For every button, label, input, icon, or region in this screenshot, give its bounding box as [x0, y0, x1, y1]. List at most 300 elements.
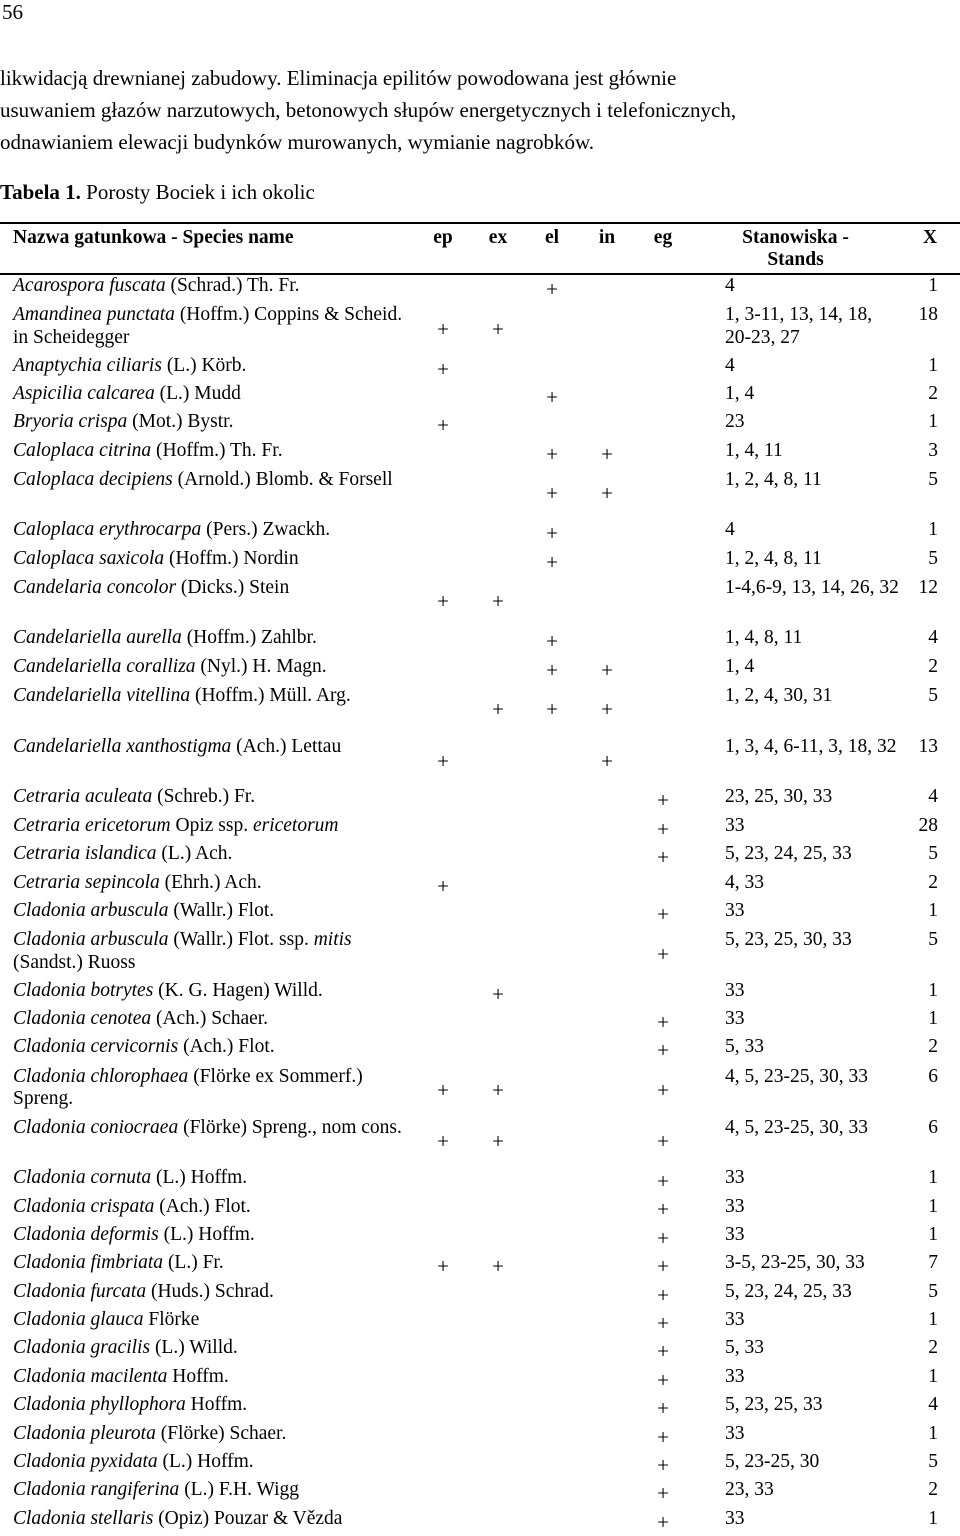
species-name-cell: [0, 1451, 415, 1479]
species-author: (L.) Fr.: [163, 1252, 224, 1274]
mark-ep: [415, 1036, 471, 1064]
species-epithet: Candelariella xanthostigma: [13, 736, 232, 758]
mark-in: [579, 1224, 635, 1252]
header-stands-line2: Stands: [767, 249, 824, 270]
species-subtaxon: mitis: [313, 929, 352, 951]
mark-el: [525, 1479, 579, 1507]
species-author: (L.) Ach.: [156, 843, 233, 865]
stands-cell: 5, 33: [725, 1337, 764, 1359]
mark-in: [579, 576, 635, 627]
intro-paragraph: [0, 62, 960, 158]
count-cell: 12: [918, 577, 938, 599]
mark-ep: [415, 1196, 471, 1224]
mark-el: [525, 980, 579, 1008]
count-cell: 2: [928, 871, 938, 893]
stands-cell: 1, 2, 4, 8, 11: [725, 547, 822, 569]
mark-eg: +: [657, 1078, 669, 1103]
intro-line: odnawianiem elewacji budynków murowanych, wymianie nagrobków.: [0, 130, 595, 154]
table-row: [0, 1036, 960, 1064]
table-row: [0, 1508, 960, 1536]
species-name-cell: [0, 1423, 415, 1451]
mark-ep: +: [437, 356, 449, 381]
species-name-cell: [0, 440, 415, 468]
species-author: (Dicks.) Stein: [176, 577, 290, 599]
mark-ex: [471, 1479, 525, 1507]
mark-ex: +: [492, 1254, 504, 1279]
mark-el: [525, 576, 579, 627]
species-name-cell: [0, 928, 415, 979]
species-name-cell: [0, 1224, 415, 1252]
mark-el: [525, 900, 579, 928]
mark-eg: [635, 576, 691, 627]
mark-ep: [415, 815, 471, 843]
stands-cell: 5, 33: [725, 1036, 764, 1058]
count-cell: 1: [928, 1223, 938, 1245]
table-row: [0, 1252, 960, 1280]
table-row: [0, 1224, 960, 1252]
stands-cell: 33: [725, 814, 745, 836]
count-cell: 4: [928, 627, 938, 649]
species-author: (Mot.) Bystr.: [127, 411, 234, 433]
species-name-cell: [0, 355, 415, 383]
table-row: [0, 1423, 960, 1451]
species-name-cell: [0, 1366, 415, 1394]
table-row: [0, 303, 960, 354]
table-row: [0, 872, 960, 900]
header-eg: eg: [635, 223, 691, 274]
mark-eg: [635, 355, 691, 383]
mark-ep: [415, 786, 471, 814]
stands-cell: 1, 3-11, 13, 14, 18, 20-23, 27: [725, 304, 873, 348]
count-cell: 1: [928, 1422, 938, 1444]
mark-ep: +: [437, 1078, 449, 1103]
species-author: (Ach.) Flot.: [154, 1195, 251, 1217]
mark-eg: [635, 440, 691, 468]
mark-eg: [635, 735, 691, 786]
species-author: (Ach.) Flot.: [178, 1036, 275, 1058]
mark-in: [579, 1366, 635, 1394]
table-row: [0, 1167, 960, 1195]
mark-in: [579, 980, 635, 1008]
species-epithet: Aspicilia calcarea: [13, 382, 155, 404]
mark-el: +: [546, 521, 558, 546]
count-cell: 3: [928, 439, 938, 461]
mark-ex: [471, 1394, 525, 1422]
header-ex: ex: [471, 223, 525, 274]
table-row: [0, 548, 960, 576]
mark-ep: +: [437, 1254, 449, 1279]
mark-ex: [471, 656, 525, 684]
mark-ex: [471, 440, 525, 468]
stands-cell: 1, 4: [725, 382, 755, 404]
stands-cell: 33: [725, 979, 745, 1001]
mark-ep: [415, 1366, 471, 1394]
mark-eg: +: [657, 1481, 669, 1506]
mark-el: [525, 355, 579, 383]
count-cell: 5: [928, 547, 938, 569]
species-name-cell: [0, 548, 415, 576]
mark-ep: [415, 440, 471, 468]
table-row: [0, 1451, 960, 1479]
mark-eg: +: [657, 1129, 669, 1154]
species-epithet: Cladonia botrytes: [13, 979, 154, 1001]
species-epithet: Caloplaca decipiens: [13, 469, 173, 491]
mark-ex: [471, 843, 525, 871]
stands-cell: 33: [725, 1223, 745, 1245]
mark-el: +: [546, 697, 558, 722]
mark-ex: [471, 786, 525, 814]
mark-ex: [471, 383, 525, 411]
table-body: [0, 274, 960, 1536]
table-row: [0, 656, 960, 684]
mark-el: [525, 928, 579, 979]
count-cell: 1: [928, 1309, 938, 1331]
count-cell: 4: [928, 786, 938, 808]
mark-in: [579, 1394, 635, 1422]
species-author: (Ach.) Schaer.: [151, 1007, 269, 1029]
mark-ep: [415, 383, 471, 411]
table-row: [0, 383, 960, 411]
species-author: (K. G. Hagen) Willd.: [153, 979, 323, 1001]
species-name-cell: [0, 303, 415, 354]
table-row: [0, 1008, 960, 1036]
table-row: [0, 1337, 960, 1365]
count-cell: 2: [928, 1479, 938, 1501]
table-caption: [0, 178, 315, 206]
mark-ex: [471, 1309, 525, 1337]
species-author: (Schrad.) Th. Fr.: [165, 275, 300, 296]
species-name-cell: [0, 627, 415, 655]
mark-in: [579, 1479, 635, 1507]
mark-ex: [471, 468, 525, 519]
mark-eg: +: [657, 816, 669, 841]
mark-el: [525, 815, 579, 843]
table-row: [0, 1366, 960, 1394]
stands-cell: 23, 25, 30, 33: [725, 786, 833, 808]
mark-ep: [415, 548, 471, 576]
table-row: [0, 786, 960, 814]
species-name-cell: [0, 1116, 415, 1167]
mark-ep: [415, 980, 471, 1008]
stands-cell: 33: [725, 900, 745, 922]
species-author: Hoffm.: [167, 1365, 229, 1387]
species-author: (L.) Hoffm.: [151, 1167, 248, 1189]
mark-ep: [415, 843, 471, 871]
mark-eg: [635, 274, 691, 303]
count-cell: 1: [928, 354, 938, 376]
species-author: Hoffm.: [185, 1394, 248, 1416]
species-name-cell: [0, 468, 415, 519]
species-author: Opiz ssp.: [170, 814, 253, 836]
stands-cell: 4: [725, 275, 735, 296]
count-cell: 2: [928, 655, 938, 677]
mark-in: [579, 872, 635, 900]
stands-cell: 5, 23, 25, 33: [725, 1394, 823, 1416]
mark-in: [579, 1008, 635, 1036]
mark-eg: +: [657, 1225, 669, 1250]
species-epithet: Cladonia coniocraea: [13, 1116, 179, 1138]
table-row: [0, 274, 960, 303]
species-author: (Ach.) Lettau: [231, 736, 342, 758]
species-name-cell: [0, 1479, 415, 1507]
species-author: (L.) Hoffm.: [157, 1451, 254, 1473]
count-cell: 5: [928, 685, 938, 707]
mark-eg: +: [657, 1509, 669, 1534]
header-row: [0, 223, 960, 274]
mark-ep: [415, 627, 471, 655]
mark-in: [579, 355, 635, 383]
mark-in: [579, 303, 635, 354]
species-name-cell: [0, 519, 415, 547]
species-author: (Hoffm.) Coppins & Scheid. in Scheidegger: [13, 304, 403, 348]
species-epithet: Cladonia chlorophaea: [13, 1065, 189, 1087]
count-cell: 1: [928, 519, 938, 541]
species-author: (L.) Körb.: [161, 354, 247, 376]
species-author: (Flörke ex Sommerf.) Spreng.: [13, 1065, 363, 1110]
count-cell: 5: [928, 1451, 938, 1473]
mark-ep: [415, 1224, 471, 1252]
species-author: (Flörke) Spreng., nom cons.: [178, 1116, 402, 1138]
table-row: [0, 1309, 960, 1337]
species-epithet: Cetraria aculeata: [13, 786, 153, 808]
mark-ex: [471, 519, 525, 547]
mark-ep: [415, 1479, 471, 1507]
mark-in: [579, 1337, 635, 1365]
page-number: 56: [2, 0, 23, 24]
mark-ep: [415, 1337, 471, 1365]
stands-cell: 1, 3, 4, 6-11, 3, 18, 32: [725, 736, 897, 758]
species-name-cell: [0, 786, 415, 814]
mark-ep: +: [437, 1129, 449, 1154]
stands-cell: 1, 4, 11: [725, 439, 783, 461]
mark-in: +: [601, 697, 613, 722]
mark-ex: [471, 1281, 525, 1309]
mark-el: +: [546, 384, 558, 409]
mark-eg: +: [657, 1038, 669, 1063]
mark-ep: +: [437, 873, 449, 898]
count-cell: 4: [928, 1394, 938, 1416]
stands-cell: 4, 5, 23-25, 30, 33: [725, 1065, 868, 1087]
mark-eg: +: [657, 1197, 669, 1222]
mark-ex: [471, 1423, 525, 1451]
species-author: (L.) F.H. Wigg: [179, 1479, 300, 1501]
mark-eg: [635, 303, 691, 354]
mark-eg: +: [657, 901, 669, 926]
mark-in: [579, 274, 635, 303]
species-name-cell: [0, 274, 415, 303]
mark-eg: +: [657, 1254, 669, 1279]
mark-in: [579, 411, 635, 439]
species-subtaxon: ericetorum: [252, 814, 339, 836]
species-epithet: Cladonia cornuta: [13, 1167, 152, 1189]
species-epithet: Cladonia cenotea: [13, 1007, 152, 1029]
mark-in: [579, 1167, 635, 1195]
stands-cell: 3-5, 23-25, 30, 33: [725, 1252, 865, 1274]
species-epithet: Cladonia arbuscula: [13, 929, 169, 951]
mark-in: [579, 1196, 635, 1224]
species-author: (Hoffm.) Müll. Arg.: [190, 685, 351, 707]
mark-in: [579, 627, 635, 655]
mark-ex: [471, 1508, 525, 1536]
mark-el: +: [546, 276, 558, 301]
stands-cell: 5, 23-25, 30: [725, 1451, 820, 1473]
species-author: (Opiz) Pouzar & Vězda: [153, 1507, 343, 1529]
mark-ex: [471, 1196, 525, 1224]
species-name-cell: [0, 411, 415, 439]
species-epithet: Cladonia cervicornis: [13, 1036, 179, 1058]
table-row: [0, 1116, 960, 1167]
table-row: [0, 576, 960, 627]
table-row: [0, 980, 960, 1008]
mark-el: [525, 1394, 579, 1422]
mark-ep: +: [437, 589, 449, 614]
species-author: (Hoffm.) Th. Fr.: [151, 439, 283, 461]
mark-el: [525, 1366, 579, 1394]
count-cell: 18: [918, 304, 938, 326]
mark-in: [579, 1508, 635, 1536]
species-epithet: Acarospora fuscata: [13, 275, 166, 296]
mark-ep: [415, 684, 471, 735]
mark-ex: +: [492, 589, 504, 614]
header-in: in: [579, 223, 635, 274]
species-author: (Wallr.) Flot. ssp.: [168, 929, 314, 951]
header-ep: ep: [415, 223, 471, 274]
stands-cell: 23, 33: [725, 1479, 774, 1501]
species-epithet: Candelariella coralliza: [13, 655, 196, 677]
mark-eg: [635, 656, 691, 684]
mark-el: [525, 1337, 579, 1365]
species-name-cell: [0, 980, 415, 1008]
table-row: [0, 411, 960, 439]
mark-ex: [471, 735, 525, 786]
header-el: el: [525, 223, 579, 274]
mark-ep: [415, 656, 471, 684]
mark-ep: [415, 1394, 471, 1422]
mark-el: [525, 303, 579, 354]
mark-eg: +: [657, 1311, 669, 1336]
stands-cell: 1, 4, 8, 11: [725, 627, 803, 649]
mark-in: [579, 1451, 635, 1479]
mark-ex: [471, 627, 525, 655]
mark-el: [525, 1036, 579, 1064]
mark-ex: [471, 274, 525, 303]
count-cell: 1: [928, 411, 938, 433]
species-name-cell: [0, 576, 415, 627]
species-name-cell: [0, 383, 415, 411]
mark-el: [525, 1252, 579, 1280]
table-row: [0, 627, 960, 655]
mark-in: +: [601, 481, 613, 506]
species-epithet: Cladonia glauca: [13, 1309, 144, 1331]
mark-eg: [635, 383, 691, 411]
mark-in: [579, 928, 635, 979]
stands-cell: 5, 23, 24, 25, 33: [725, 843, 852, 865]
mark-eg: +: [657, 1339, 669, 1364]
mark-el: [525, 1065, 579, 1116]
mark-ep: +: [437, 413, 449, 438]
count-cell: 1: [928, 1195, 938, 1217]
mark-eg: +: [657, 1452, 669, 1477]
species-epithet: Candelariella vitellina: [13, 685, 191, 707]
count-cell: 1: [928, 1507, 938, 1529]
count-cell: 7: [928, 1252, 938, 1274]
species-epithet: Cladonia stellaris: [13, 1507, 154, 1529]
mark-ex: [471, 1036, 525, 1064]
table-header: [0, 223, 960, 274]
species-epithet: Cladonia crispata: [13, 1195, 155, 1217]
stands-cell: 33: [725, 1309, 745, 1331]
mark-ex: +: [492, 697, 504, 722]
count-cell: 2: [928, 382, 938, 404]
species-name-cell: [0, 1394, 415, 1422]
species-author: (Pers.) Zwackh.: [201, 519, 331, 541]
table-row: [0, 1394, 960, 1422]
mark-ex: +: [492, 316, 504, 341]
table-row: [0, 843, 960, 871]
count-cell: 6: [928, 1116, 938, 1138]
mark-eg: [635, 627, 691, 655]
mark-ex: [471, 900, 525, 928]
species-epithet: Cladonia gracilis: [13, 1337, 151, 1359]
stands-cell: 4, 5, 23-25, 30, 33: [725, 1116, 868, 1138]
stands-cell: 4, 33: [725, 871, 764, 893]
mark-ex: [471, 1167, 525, 1195]
stands-cell: 5, 23, 24, 25, 33: [725, 1280, 852, 1302]
species-table: [0, 222, 960, 1536]
mark-el: +: [546, 549, 558, 574]
count-cell: 28: [918, 814, 938, 836]
mark-el: [525, 1167, 579, 1195]
stands-cell: 5, 23, 25, 30, 33: [725, 929, 852, 951]
species-author-2: (Sandst.) Ruoss: [13, 951, 136, 973]
mark-ep: [415, 519, 471, 547]
stands-cell: 1-4,6-9, 13, 14, 26, 32: [725, 577, 899, 599]
species-table-container: [0, 222, 960, 1536]
mark-ex: [471, 1008, 525, 1036]
mark-el: +: [546, 481, 558, 506]
mark-eg: [635, 980, 691, 1008]
count-cell: 1: [928, 1365, 938, 1387]
mark-el: [525, 872, 579, 900]
species-epithet: Cladonia pleurota: [13, 1422, 156, 1444]
mark-ex: [471, 548, 525, 576]
mark-in: [579, 843, 635, 871]
stands-cell: 1, 4: [725, 655, 755, 677]
mark-ep: [415, 1451, 471, 1479]
mark-ex: [471, 928, 525, 979]
header-stands-line1: Stanowiska -: [742, 227, 849, 248]
species-author: (Arnold.) Blomb. & Forsell: [172, 469, 393, 491]
mark-in: [579, 786, 635, 814]
count-cell: 2: [928, 1036, 938, 1058]
species-author: Flörke: [143, 1309, 200, 1331]
species-author: (L.) Willd.: [150, 1337, 238, 1359]
mark-in: +: [601, 657, 613, 682]
intro-line: likwidacją drewnianej zabudowy. Eliminacja epilitów powodowana jest głównie: [0, 66, 677, 90]
species-author: (Hoffm.) Zahlbr.: [181, 627, 317, 649]
mark-ep: [415, 1167, 471, 1195]
mark-eg: +: [657, 1396, 669, 1421]
mark-ep: [415, 468, 471, 519]
mark-ex: +: [492, 981, 504, 1006]
mark-el: [525, 1008, 579, 1036]
mark-in: [579, 900, 635, 928]
mark-in: [579, 1423, 635, 1451]
mark-ep: [415, 274, 471, 303]
species-name-cell: [0, 1167, 415, 1195]
mark-ex: [471, 355, 525, 383]
mark-el: [525, 735, 579, 786]
